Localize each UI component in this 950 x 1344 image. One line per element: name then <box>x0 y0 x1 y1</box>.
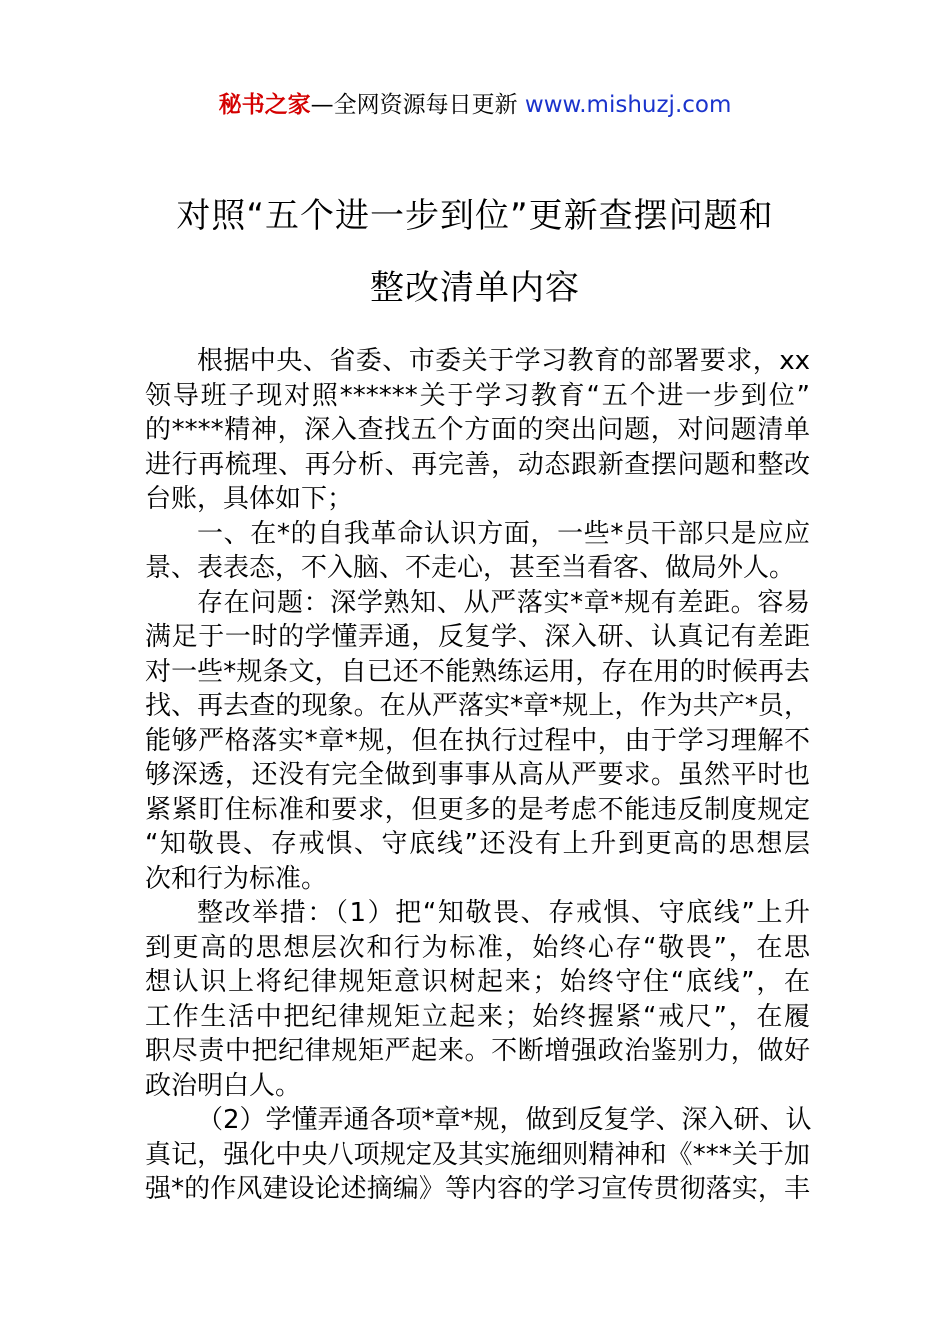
site-tagline: —全网资源每日更新 <box>310 92 525 118</box>
body-line: 工作生活中把纪律规矩立起来；始终握紧“戒尺”，在履 <box>145 1001 810 1032</box>
site-brand: 秘书之家 <box>218 92 311 118</box>
body-line: 真记，强化中央八项规定及其实施细则精神和《***关于加 <box>145 1139 810 1170</box>
body-line: 想认识上将纪律规矩意识树起来；始终守住“底线”，在 <box>145 967 810 997</box>
body-line: 领导班子现对照******关于学习教育“五个进一步到位” <box>145 380 810 411</box>
body-line: 对一些*规条文，自已还不能熟练运用，存在用的时候再去 <box>145 656 810 687</box>
body-line: 整改举措：（1）把“知敬畏、存戒惧、守底线”上升 <box>197 898 810 928</box>
title-line-2: 整改清单内容 <box>370 268 580 308</box>
body-line: 的****精神，深入查找五个方面的突出问题，对问题清单 <box>145 415 810 445</box>
body-line: 满足于一时的学懂弄通，反复学、深入研、认真记有差距 <box>145 622 810 652</box>
body-line: 根据中央、省委、市委关于学习教育的部署要求，xx <box>197 346 810 376</box>
body-line: 职尽责中把纪律规矩严起来。不断增强政治鉴别力，做好 <box>145 1036 810 1066</box>
body-line: 强*的作风建设论述摘编》等内容的学习宣传贯彻落实，丰 <box>145 1174 810 1204</box>
body-line: 景、表表态，不入脑、不走心，甚至当看客、做局外人。 <box>145 553 796 583</box>
body-line: （2）学懂弄通各项*章*规，做到反复学、深入研、认 <box>197 1105 812 1135</box>
title-line-1: 对照“五个进一步到位”更新查摆问题和 <box>176 196 774 236</box>
body-line: 次和行为标准。 <box>145 863 328 894</box>
body-line: 够深透，还没有完全做到事事从高从严要求。虽然平时也 <box>145 760 810 790</box>
body-line: 紧紧盯住标准和要求，但更多的是考虑不能违反制度规定 <box>145 794 810 825</box>
body-line: “知敬畏、存戒惧、守底线”还没有上升到更高的思想层 <box>145 829 810 859</box>
body-line: 能够严格落实*章*规，但在执行过程中，由于学习理解不 <box>145 725 810 756</box>
site-url[interactable]: www.mishuzj.com <box>524 92 732 118</box>
body-line: 一、在*的自我革命认识方面，一些*员干部只是应应 <box>197 518 810 549</box>
body-line: 找、再去查的现象。在从严落实*章*规上，作为共产*员， <box>145 691 810 721</box>
body-line: 存在问题：深学熟知、从严落实*章*规有差距。容易 <box>197 587 810 618</box>
body-line: 进行再梳理、再分析、再完善，动态跟新查摆问题和整改 <box>145 449 810 480</box>
body-line: 到更高的思想层次和行为标准，始终心存“敬畏”，在思 <box>145 932 810 963</box>
document-body <box>145 344 810 1207</box>
document-title <box>120 180 830 324</box>
body-line: 台账，具体如下； <box>145 484 354 514</box>
body-line: 政治明白人。 <box>145 1070 302 1101</box>
site-header <box>0 88 950 122</box>
